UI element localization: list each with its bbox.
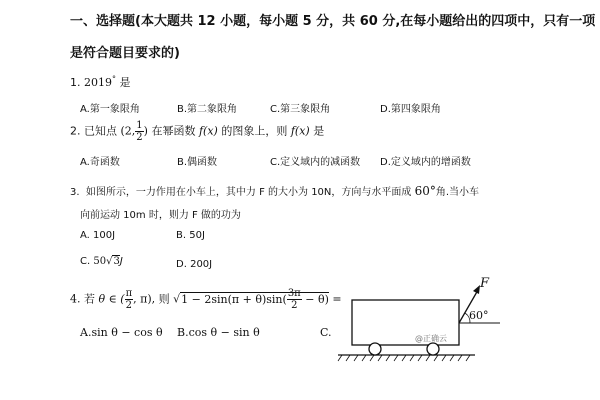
question-4-option-a: A.sin θ − cos θ [80, 326, 163, 339]
question-2-option-b: B.偶函数 [177, 157, 218, 168]
question-2-option-a: A.奇函数 [80, 157, 120, 168]
question-4-stem: 4. 若 θ ∈ ( $\frac{\pi}{2}$ , π), 则 √1 − 2sin(π + θ)sin( $\frac{3\pi}{2}$ − θ) = [70, 288, 342, 311]
question-1-tail: 是 [119, 76, 131, 89]
question-number: 1. [70, 76, 81, 89]
question-number: 3. [70, 187, 80, 198]
question-2-text-d: 是 [313, 124, 325, 138]
question-3-option-b: B. 50J [176, 230, 205, 241]
question-4-option-b: B.cos θ − sin θ [177, 326, 260, 339]
question-1-stem [70, 74, 131, 90]
fraction-pi-over-2: $\frac{\pi}{2}$ [125, 288, 133, 311]
question-2-stem [70, 120, 324, 143]
point-open: (2, [120, 124, 136, 138]
question-3-option-d: D. 200J [176, 259, 213, 270]
question-number: 2. [70, 124, 81, 138]
question-3-text: 如图所示，一力作用在小车上，其中力 F 的大小为 10N，方向与水平面成 [85, 187, 412, 198]
question-2-text-c: 的图象上，则 [221, 124, 288, 138]
question-4-option-c: C. [320, 326, 332, 339]
cart-wheel-left [369, 343, 381, 355]
question-3-option-a: A. 100J [80, 230, 116, 241]
section-heading-line1: 一、选择题(本大题共 12 小题，每小题 5 分，共 60 分,在每小题给出的四项中，只有一项 [70, 14, 596, 29]
theta-interval-close: , π), [133, 292, 156, 306]
angle-label: 60° [469, 309, 489, 322]
fraction-one-half: $\frac{1}{2}$ [136, 120, 143, 143]
question-1-option-d: D.第四象限角 [380, 104, 441, 115]
question-1-option-a: A.第一象限角 [80, 104, 140, 115]
degree-value: 2019 [84, 76, 112, 89]
question-2-option-d: D.定义域内的增函数 [380, 157, 471, 168]
section-heading-line2: 是符合题目要求的) [70, 46, 180, 61]
question-2-option-c: C.定义域内的减函数 [270, 157, 361, 168]
force-arrowhead [473, 285, 480, 294]
degree-symbol: ° [112, 74, 116, 84]
function-f2: f(x) [290, 124, 310, 138]
question-1-option-b: B.第二象限角 [177, 104, 238, 115]
equals-sign: = [328, 292, 342, 306]
question-3-line1 [70, 183, 479, 198]
question-2-text-b: 在幂函数 [151, 124, 196, 138]
cart-figure [330, 268, 510, 368]
watermark: @正确云 [415, 334, 447, 343]
question-3-text-tail: 角.当小车 [435, 187, 480, 198]
question-3-line2: 向前运动 10m 时，则力 F 做的功为 [80, 210, 241, 221]
point-close: ) [143, 124, 148, 138]
question-4-text-a: 若 [84, 292, 95, 306]
question-1-option-c: C.第三象限角 [270, 104, 331, 115]
angle-value: 60° [414, 184, 436, 198]
function-f1: f(x) [198, 124, 218, 138]
question-3-option-c: C. 50√3J [80, 256, 123, 267]
cart-wheel-right [427, 343, 439, 355]
question-2-text-a: 已知点 [84, 124, 117, 138]
force-label: F [480, 276, 490, 291]
theta-interval-open: θ ∈ ( [98, 292, 125, 306]
ground-line [338, 355, 475, 361]
radical-expression: 1 − 2sin(π + θ)sin( $\frac{3\pi}{2}$ − θ) [181, 288, 329, 311]
question-number: 4. [70, 292, 81, 306]
question-4-text-b: 则 [158, 292, 170, 306]
